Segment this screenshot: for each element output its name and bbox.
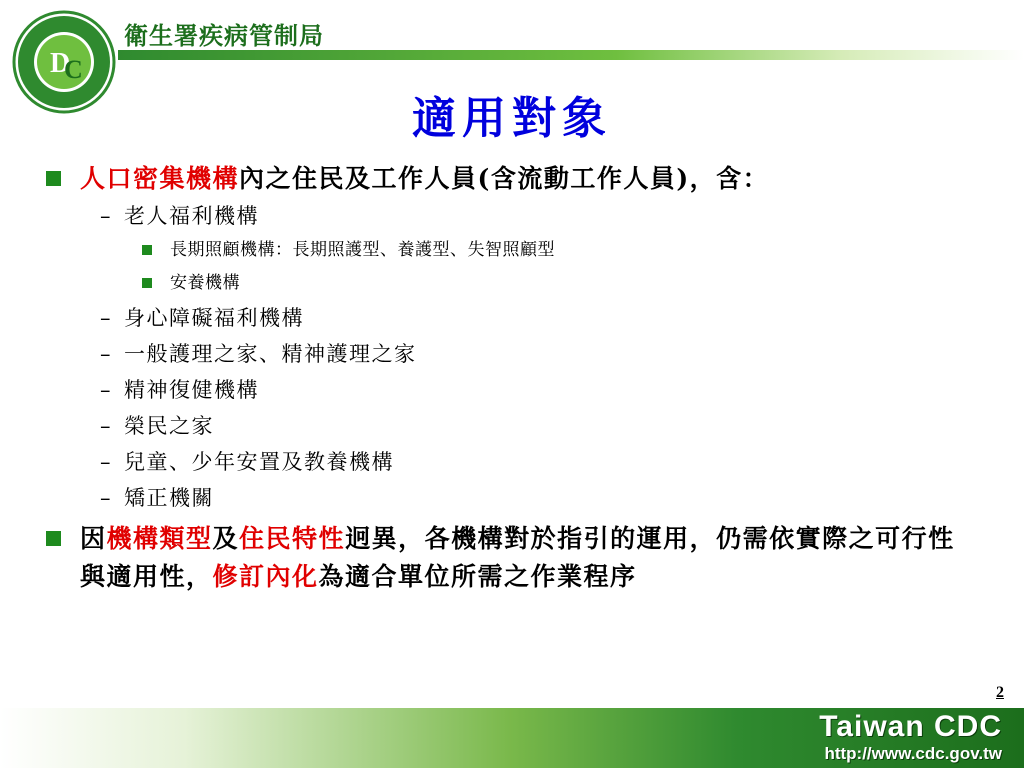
footer-bar bbox=[0, 708, 1024, 768]
list-item-label: 精神復健機構 bbox=[124, 378, 259, 402]
list-item-label: 長期照顧機構：長期照護型、養護型、失智照顧型 bbox=[170, 240, 555, 260]
square-bullet-icon bbox=[46, 531, 61, 546]
slide-content bbox=[44, 160, 974, 596]
bullet-text: 因 bbox=[80, 524, 107, 553]
list-item-label: 矯正機關 bbox=[124, 486, 214, 510]
bullet-text: 為適合單位所需之作業程序 bbox=[318, 562, 637, 591]
page-number: 2 bbox=[996, 684, 1004, 701]
header-divider bbox=[118, 50, 1024, 60]
highlight-text: 修訂內化 bbox=[212, 562, 319, 591]
org-name: 衛生署疾病管制局 bbox=[124, 22, 324, 50]
list-item bbox=[44, 267, 974, 300]
highlight-text: 機構類型 bbox=[106, 524, 213, 553]
list-item-label: 安養機構 bbox=[170, 273, 240, 293]
highlight-text: 人口密集機構 bbox=[80, 164, 240, 193]
square-bullet-icon bbox=[142, 245, 152, 255]
bullet-text: 內之住民及工作人員(含流動工作人員)，含： bbox=[239, 164, 770, 193]
svg-text:D: D bbox=[50, 48, 71, 79]
bullet-main-1 bbox=[44, 160, 974, 198]
slide-title: 適用對象 bbox=[412, 93, 612, 144]
list-item-label: 兒童、少年安置及教養機構 bbox=[124, 450, 394, 474]
list-item-label: 身心障礙福利機構 bbox=[124, 306, 304, 330]
dash-bullet-icon: – bbox=[100, 414, 112, 438]
bullet-text: 及 bbox=[212, 524, 240, 553]
list-item-label: 榮民之家 bbox=[124, 414, 214, 438]
svg-text:C: C bbox=[64, 55, 83, 84]
dash-bullet-icon: – bbox=[100, 486, 112, 510]
list-item bbox=[44, 336, 974, 372]
dash-bullet-icon: – bbox=[100, 342, 112, 366]
list-item bbox=[44, 198, 974, 234]
list-item bbox=[44, 408, 974, 444]
bullet-main-2 bbox=[44, 520, 974, 596]
bullet-text: 迥異，各機構對於指引的運用，仍需依實際之可行性與適用性， bbox=[80, 524, 955, 591]
highlight-text: 住民特性 bbox=[239, 524, 346, 553]
dash-bullet-icon: – bbox=[100, 378, 112, 402]
dash-bullet-icon: – bbox=[100, 204, 112, 228]
brand-url: http://www.cdc.gov.tw bbox=[824, 744, 1002, 763]
footer-brand bbox=[819, 710, 1002, 764]
brand-name: Taiwan CDC bbox=[819, 710, 1002, 743]
list-item-label: 一般護理之家、精神護理之家 bbox=[124, 342, 417, 366]
list-item-label: 老人福利機構 bbox=[124, 204, 259, 228]
list-item bbox=[44, 444, 974, 480]
square-bullet-icon bbox=[142, 278, 152, 288]
dash-bullet-icon: – bbox=[100, 450, 112, 474]
list-item bbox=[44, 300, 974, 336]
list-item bbox=[44, 372, 974, 408]
list-item bbox=[44, 480, 974, 516]
list-item bbox=[44, 234, 974, 267]
dash-bullet-icon: – bbox=[100, 306, 112, 330]
square-bullet-icon bbox=[46, 171, 61, 186]
